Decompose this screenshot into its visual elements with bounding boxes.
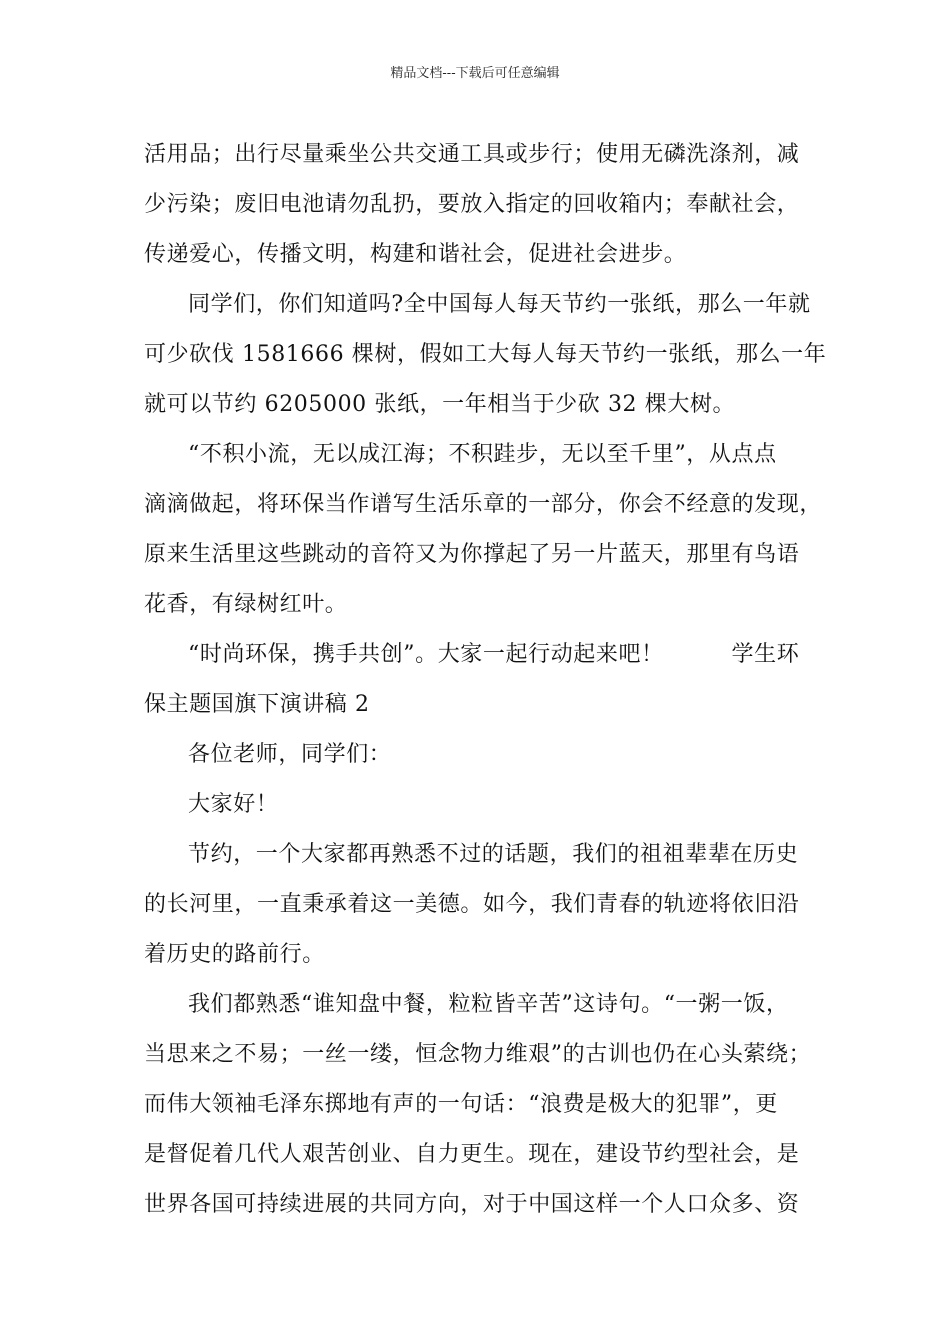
page-header: 精品文档---下载后可任意编辑 <box>390 66 560 81</box>
text-line: 着历史的路前行。 <box>144 942 325 967</box>
document-body <box>144 130 827 1230</box>
text-line: 滴滴做起，将环保当作谱写生活乐章的一部分，你会不经意的发现， <box>144 492 823 517</box>
text-line: 各位老师，同学们： <box>188 742 392 767</box>
text-line: 是督促着几代人艰苦创业、自力更生。现在，建设节约型社会，是 <box>144 1142 800 1167</box>
text-line: 保主题国旗下演讲稿 2 <box>144 692 370 717</box>
text-line: 当思来之不易；一丝一缕，恒念物力维艰”的古训也仍在心头萦绕； <box>144 1042 812 1067</box>
text-line: 而伟大领袖毛泽东掷地有声的一句话：“浪费是极大的犯罪”，更 <box>144 1092 778 1117</box>
text-line: 原来生活里这些跳动的音符又为你撑起了另一片蓝天，那里有鸟语 <box>144 542 800 567</box>
text-line: 花香，有绿树红叶。 <box>144 592 348 617</box>
text-line: “不积小流，无以成江海；不积跬步，无以至千里”，从点点 <box>188 442 777 467</box>
text-line: 活用品；出行尽量乘坐公共交通工具或步行；使用无磷洗涤剂，减 <box>144 142 800 167</box>
text-line: 就可以节约 6205000 张纸，一年相当于少砍 32 棵大树。 <box>144 392 736 417</box>
text-line: 节约，一个大家都再熟悉不过的话题，我们的祖祖辈辈在历史 <box>188 842 799 867</box>
text-line: 的长河里，一直秉承着这一美德。如今，我们青春的轨迹将依旧沿 <box>144 892 800 917</box>
text-line: 同学们，你们知道吗?全中国每人每天节约一张纸，那么一年就 <box>188 292 811 317</box>
text-line: 传递爱心，传播文明，构建和谐社会，促进社会进步。 <box>144 242 687 267</box>
text-line: 我们都熟悉“谁知盘中餐，粒粒皆辛苦”这诗句。“一粥一饭， <box>188 992 789 1017</box>
text-line: 世界各国可持续进展的共同方向，对于中国这样一个人口众多、资 <box>144 1192 800 1217</box>
text-line: “时尚环保，携手共创”。大家一起行动起来吧！ 学生环 <box>188 642 800 667</box>
text-line: 可少砍伐 1581666 棵树，假如工大每人每天节约一张纸，那么一年 <box>144 342 827 367</box>
text-line: 少污染；废旧电池请勿乱扔，要放入指定的回收箱内；奉献社会， <box>144 192 800 217</box>
text-line: 大家好！ <box>188 792 279 817</box>
